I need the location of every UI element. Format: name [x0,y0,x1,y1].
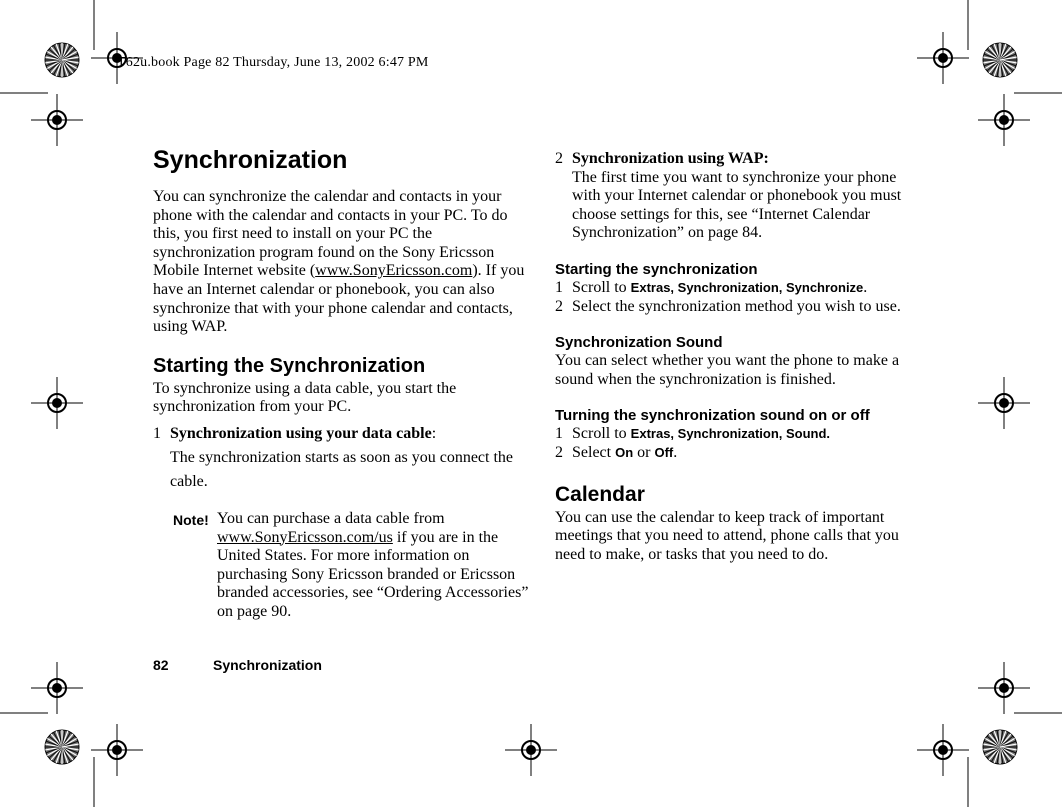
print-header: T62u.book Page 82 Thursday, June 13, 2002 6:47 PM [117,55,429,70]
crosshair-dot [938,53,948,63]
page-number: 82 [153,657,169,673]
intro-paragraph: You can synchronize the calendar and contacts in your phone with the calendar and contacts in your PC. To do this, you first need to install on your PC the synchronization program found on the Sony Ericsson Mobile Internet website (www.SonyEricsson.com). If you have an Internet calendar or phonebook, you can also synchronize that with your phone calendar and contacts, using WAP. [153,188,525,336]
crosshair-dot [52,398,62,408]
menu-path: Extras, Synchronization, Synchronize [630,279,864,295]
menu-path-sound: Extras, Synchronization, Sound. [630,426,831,442]
section-heading-starting: Starting the Synchronization [153,354,426,377]
starting-step-1: 1 Scroll to Extras, Synchronization, Synchronize. [555,278,868,296]
sound-text: You can select whether you want the phone to make a sound when the synchronization is finished. [555,352,900,388]
section-text: To synchronize using a data cable, you start the synchronization from your PC. [153,379,457,416]
left-column [153,140,538,622]
page-footer [153,657,322,673]
note-box [173,510,538,622]
crosshair-dot [999,683,1009,693]
heading-calendar: Calendar [555,482,645,506]
turning-step-2: 2 Select On or Off. [555,443,678,461]
step-1: 1 Synchronization using your data cable: The synchronization starts as soon as you connect the cable. [153,424,514,490]
heading-sync-sound: Synchronization Sound [555,334,723,352]
crosshair-dot [52,683,62,693]
right-column [555,150,920,564]
footer-title: Synchronization [213,657,322,673]
website-link[interactable]: www.SonyEricsson.com [315,262,473,280]
crosshair-dot [52,115,62,125]
heading-turning-sound: Turning the synchronization sound on or off [555,407,870,425]
turning-step-1: 1 Scroll to Extras, Synchronization, Sound. [555,425,831,443]
us-website-link[interactable]: www.SonyEricsson.com/us [217,528,393,546]
note-text: You can purchase a data cable from www.SonyEricsson.com/us if you are in the United States. For more information on purchasing Sony Ericsson branded or Ericsson branded accessories, see “Ordering Accessories” on page 90. [217,509,529,620]
starting-step-2: 2 Select the synchronization method you wish to use. [555,297,901,315]
crosshair-dot [999,115,1009,125]
crosshair-dot [999,398,1009,408]
step-2: 2 Synchronization using WAP: The first time you want to synchronize your phone with your Internet calendar or phonebook you must choose settings for this, see “Internet Calendar Synchronization” on page 84. [555,150,902,242]
heading-starting-sync: Starting the synchronization [555,260,758,278]
crosshair-dot [938,745,948,755]
page-title: Synchronization [153,146,348,174]
note-label: Note! [173,511,209,528]
option-on: On [615,444,634,460]
option-off: Off [654,444,674,460]
crosshair-dot [526,745,536,755]
crosshair-dot [112,745,122,755]
calendar-text: You can use the calendar to keep track of important meetings that you need to attend, phone calls that you need to make, or tasks that you need to do. [555,508,899,563]
